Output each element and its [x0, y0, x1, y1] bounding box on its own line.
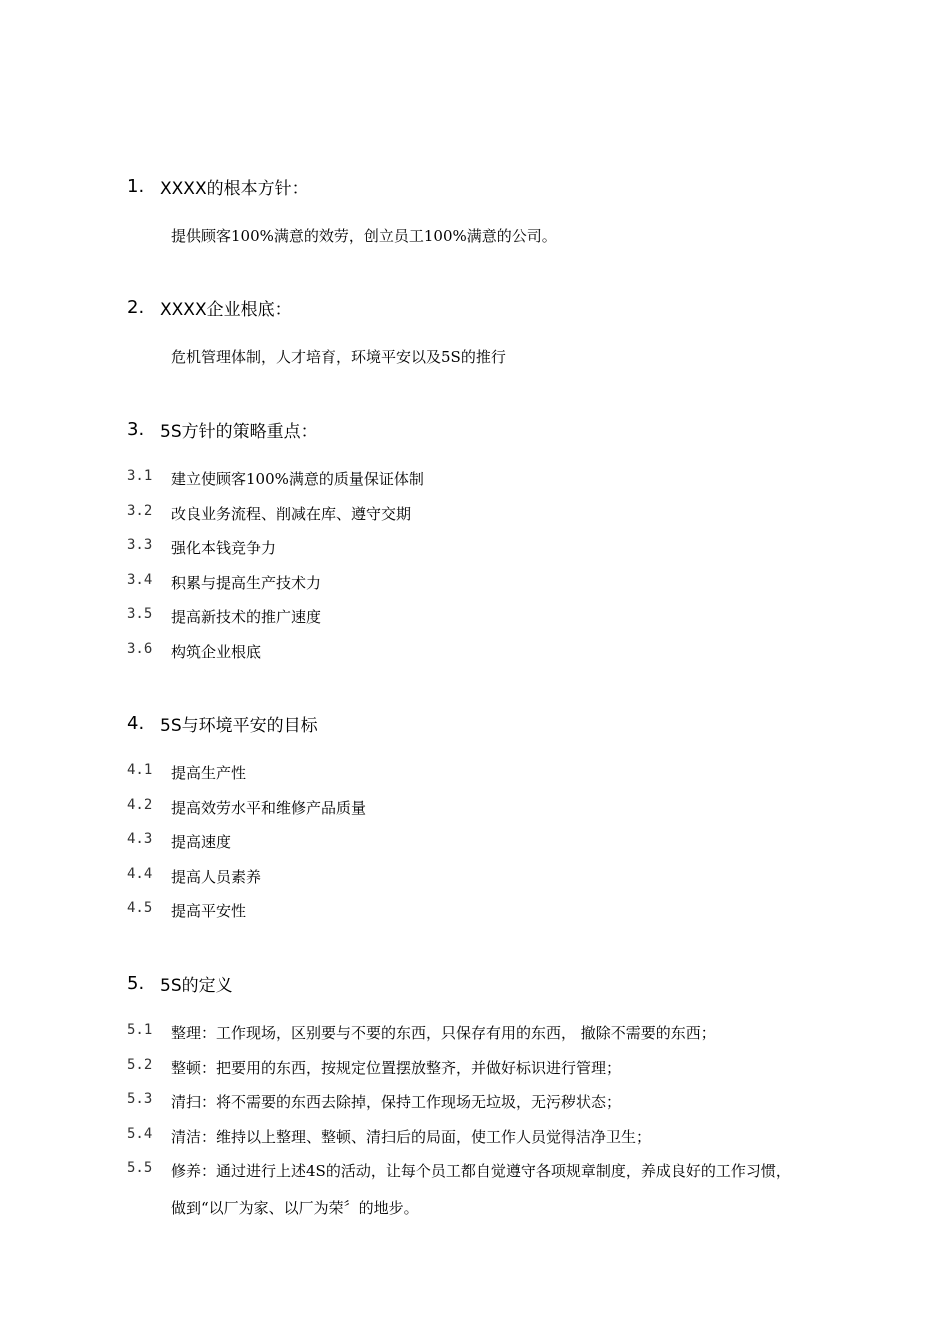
list-item: [127, 900, 246, 921]
item-text: 提高新技术的推广速度: [171, 608, 322, 626]
item-number: 4.2: [127, 797, 153, 813]
item-text: 提高平安性: [171, 902, 247, 920]
list-item: [127, 797, 366, 818]
list-item: [127, 572, 321, 593]
item-text: 提高生产性: [171, 764, 247, 782]
section-number: 4.: [127, 712, 145, 734]
section-4-heading: [127, 708, 318, 738]
section-3-heading: [127, 414, 318, 444]
item-continuation: 做到“以厂为家、以厂为荣〞的地步。: [171, 1199, 419, 1217]
item-number: 3.4: [127, 572, 153, 588]
section-title: 5S方针的策略重点：: [160, 421, 318, 442]
list-item: [127, 606, 321, 627]
section-number: 2.: [127, 296, 145, 318]
section-1-heading: [127, 171, 309, 201]
section-1-paragraph: 提供顾客100%满意的效劳，创立员工100%满意的公司。: [171, 227, 557, 245]
item-text: 积累与提高生产技术力: [171, 574, 322, 592]
list-item: [127, 1057, 621, 1078]
list-item: [127, 762, 246, 783]
item-number: 3.1: [127, 468, 153, 484]
item-number: 5.5: [127, 1160, 153, 1176]
list-item: [127, 1126, 651, 1147]
item-text: 改良业务流程、削减在库、遵守交期: [171, 505, 412, 523]
item-number: 4.1: [127, 762, 153, 778]
item-number: 3.2: [127, 503, 153, 519]
item-number: 4.4: [127, 866, 153, 882]
section-2-paragraph: 危机管理体制，人才培育，环境平安以及5S的推行: [171, 348, 506, 366]
item-number: 4.3: [127, 831, 153, 847]
item-number: 3.6: [127, 641, 153, 657]
list-item: [127, 1160, 791, 1181]
list-item: [127, 1022, 716, 1043]
item-number: 5.3: [127, 1091, 153, 1107]
item-number: 3.5: [127, 606, 153, 622]
item-text: 提高效劳水平和维修产品质量: [171, 799, 367, 817]
section-title: XXXX企业根底：: [160, 299, 292, 320]
item-text: 提高速度: [171, 833, 232, 851]
list-item: [127, 866, 261, 887]
list-item: [127, 831, 231, 852]
section-title: 5S与环境平安的目标: [160, 715, 318, 736]
item-text: 建立使顾客100%满意的质量保证体制: [171, 470, 424, 488]
item-text: 构筑企业根底: [171, 643, 262, 661]
item-text: 提高人员素养: [171, 868, 262, 886]
item-text: 清洁：维持以上整理、整顿、清扫后的局面，使工作人员觉得洁净卫生；: [171, 1128, 652, 1146]
item-text: 修养：通过进行上述4S的活动，让每个员工都自觉遵守各项规章制度，养成良好的工作习惯，: [171, 1162, 791, 1180]
item-number: 5.2: [127, 1057, 153, 1073]
list-item: [127, 641, 261, 662]
item-number: 4.5: [127, 900, 153, 916]
list-item: [127, 1091, 621, 1112]
section-number: 3.: [127, 418, 145, 440]
list-item: [127, 468, 424, 489]
item-text: 整理：工作现场，区别要与不要的东西，只保存有用的东西， 撤除不需要的东西；: [171, 1024, 716, 1042]
list-item: [127, 537, 276, 558]
section-title: XXXX的根本方针：: [160, 178, 309, 199]
item-number: 3.3: [127, 537, 153, 553]
item-text: 强化本钱竞争力: [171, 539, 277, 557]
section-2-heading: [127, 292, 292, 322]
section-number: 5.: [127, 972, 145, 994]
section-title: 5S的定义: [160, 975, 233, 996]
item-number: 5.1: [127, 1022, 153, 1038]
section-number: 1.: [127, 175, 145, 197]
section-5-heading: [127, 968, 233, 998]
item-text: 清扫：将不需要的东西去除掉，保持工作现场无垃圾，无污秽状态；: [171, 1093, 622, 1111]
list-item: [127, 503, 411, 524]
item-text: 整顿：把要用的东西，按规定位置摆放整齐，并做好标识进行管理；: [171, 1059, 622, 1077]
item-number: 5.4: [127, 1126, 153, 1142]
